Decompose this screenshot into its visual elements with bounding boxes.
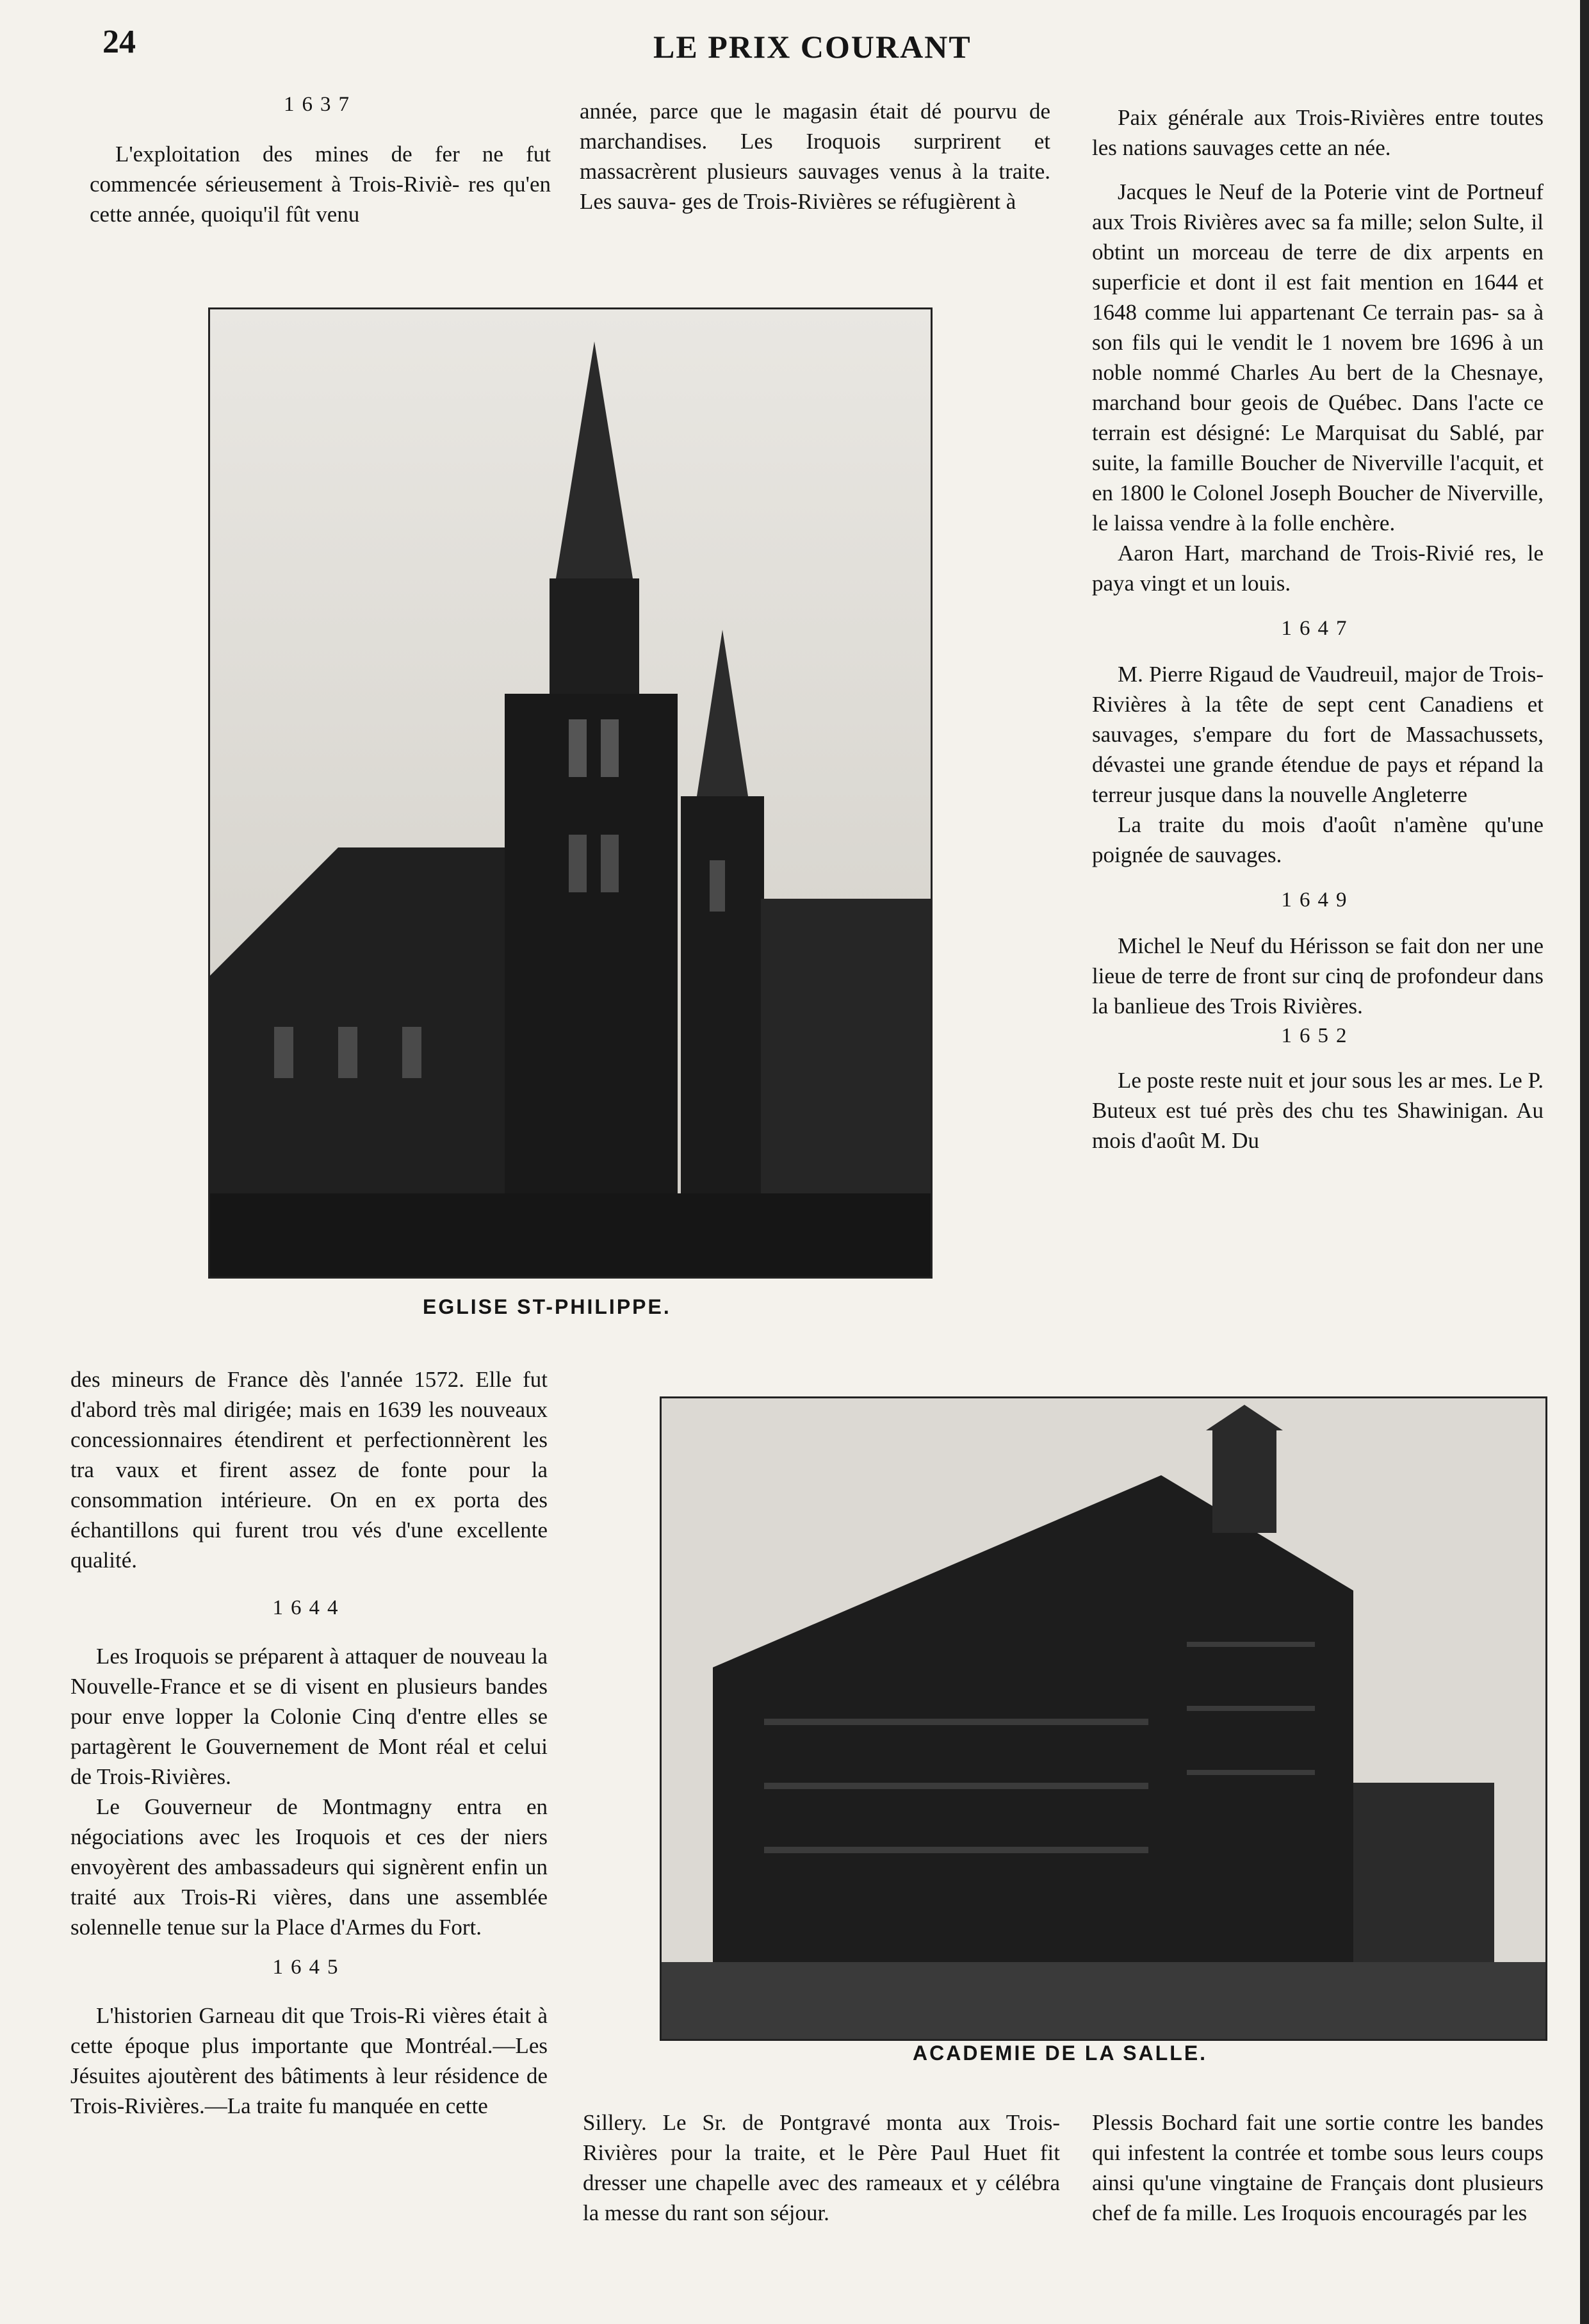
church-photo	[208, 307, 933, 1279]
col2-top-block	[580, 96, 1050, 217]
paragraph-paix-generale: Paix générale aux Trois-Rivières entre toutes les nations sauvages cette an née.	[1092, 105, 1544, 160]
year-heading-1649: 1649	[1281, 888, 1355, 912]
page-number: 24	[102, 24, 136, 60]
paragraph-plessis-bochard: Plessis Bochard fait une sortie contre les bandes qui infestent la contrée et tombe sous leurs coups ainsi qu'une vingtaine de Français dont plusieurs chef de fa mille. Les Iroquois encouragés par les	[1092, 2110, 1544, 2225]
paragraph-mineurs: des mineurs de France dès l'année 1572. Elle fut d'abord très mal dirigée; mais en 1639 les nouveaux concessionnaires étendirent et perfectionnèrent les tra vaux et firent assez de fonte pour la consommation intérieure. On en ex porta des échantillons qui furent trou vés d'une excellente qualité.	[70, 1367, 548, 1573]
year-heading-1647: 1647	[1281, 617, 1355, 640]
col3-bottom-block	[1092, 2107, 1544, 2228]
paragraph-iroquois-traite: année, parce que le magasin était dé pourvu de marchandises. Les Iroquois surprirent et massacrèrent plusieurs sauvages venus à la traite. Les sauva- ges de Trois-Rivières se réfugièrent à	[580, 99, 1050, 214]
col2-bottom-block	[583, 2107, 1060, 2228]
paragraph-aaron-hart: Aaron Hart, marchand de Trois-Rivié res, le paya vingt et un louis.	[1092, 541, 1544, 596]
running-title: LE PRIX COURANT	[653, 29, 972, 65]
paragraph-herisson: Michel le Neuf du Hérisson se fait don ner une lieue de terre de front sur cinq de profondeur dans la banlieue des Trois Rivières.	[1092, 933, 1544, 1019]
academy-photo	[660, 1396, 1547, 2041]
paragraph-traite-aout: La traite du mois d'août n'amène qu'une poignée de sauvages.	[1092, 812, 1544, 867]
paragraph-vaudreuil: M. Pierre Rigaud de Vaudreuil, major de Trois-Rivières à la tête de sept cent Canadiens et sauvages, s'empare du fort de Massachussets, dévastei une grande étendue de pays et répand la terreur jusque dans la nouvelle Angleterre	[1092, 662, 1544, 807]
paragraph-montmagny: Le Gouverneur de Montmagny entra en négociations avec les Iroquois et ces der niers envoyèrent des ambassadeurs qui signèrent enfin un traité aux Trois-Ri vières, dans une assemblée solennelle tenue sur la Place d'Armes du Fort.	[70, 1794, 548, 1940]
year-heading-1645: 1645	[272, 1956, 346, 1979]
year-heading-1652: 1652	[1281, 1024, 1355, 1047]
paragraph-mines: L'exploitation des mines de fer ne fut commencée sérieusement à Trois-Riviè- res qu'en cette année, quoiqu'il fût venu	[90, 142, 551, 227]
caption-academie: ACADEMIE DE LA SALLE.	[913, 2042, 1208, 2065]
paragraph-garneau: L'historien Garneau dit que Trois-Ri vières était à cette époque plus importante que Montréal.—Les Jésuites ajoutèrent des bâtiments à leur résidence de Trois-Rivières.—La traite fu manquée en cette	[70, 2003, 548, 2118]
col3-top-block	[1092, 102, 1544, 1156]
page-edge-shadow	[1580, 0, 1589, 2324]
paragraph-sillery: Sillery. Le Sr. de Pontgravé monta aux Trois-Rivières pour la traite, et le Père Paul Huet fit dresser une chapelle avec des rameaux et y célébra la messe du rant son séjour.	[583, 2110, 1060, 2225]
caption-eglise: EGLISE ST-PHILIPPE.	[423, 1295, 671, 1318]
paragraph-buteux: Le poste reste nuit et jour sous les ar mes. Le P. Buteux est tué près des chu tes Shawinigan. Au mois d'août M. Du	[1092, 1068, 1544, 1153]
col1-mid-block	[70, 1364, 548, 2121]
year-heading-1637: 1637	[284, 93, 357, 116]
year-heading-1644: 1644	[272, 1596, 346, 1619]
paragraph-jacques-le-neuf: Jacques le Neuf de la Poterie vint de Portneuf aux Trois Rivières avec sa fa mille; selon Sulte, il obtint un morceau de terre de dix arpents en superficie et dont il est fait mention en 1644 et 1648 comme lui appartenant Ce terrain pas- sa à son fils qui le vendit le 1 novem bre 1696 à un noble nommé Charles Au bert de la Chesnaye, marchand bour geois de Québec. Dans l'acte ce terrain est désigné: Le Marquisat du Sablé, par suite, la famille Boucher de Niverville l'acquit, et en 1800 le Colonel Joseph Boucher de Niverville, le laissa vendre à la folle enchère.	[1092, 179, 1544, 536]
col1-top-block	[90, 90, 551, 229]
church-illustration	[210, 309, 931, 1277]
paragraph-iroquois-preparent: Les Iroquois se préparent à attaquer de nouveau la Nouvelle-France et se di visent en plusieurs bandes pour enve lopper la Colonie Cinq d'entre elles se partagèrent le Gouvernement de Mont réal et celui de Trois-Rivières.	[70, 1644, 548, 1789]
academy-illustration	[662, 1398, 1545, 2039]
